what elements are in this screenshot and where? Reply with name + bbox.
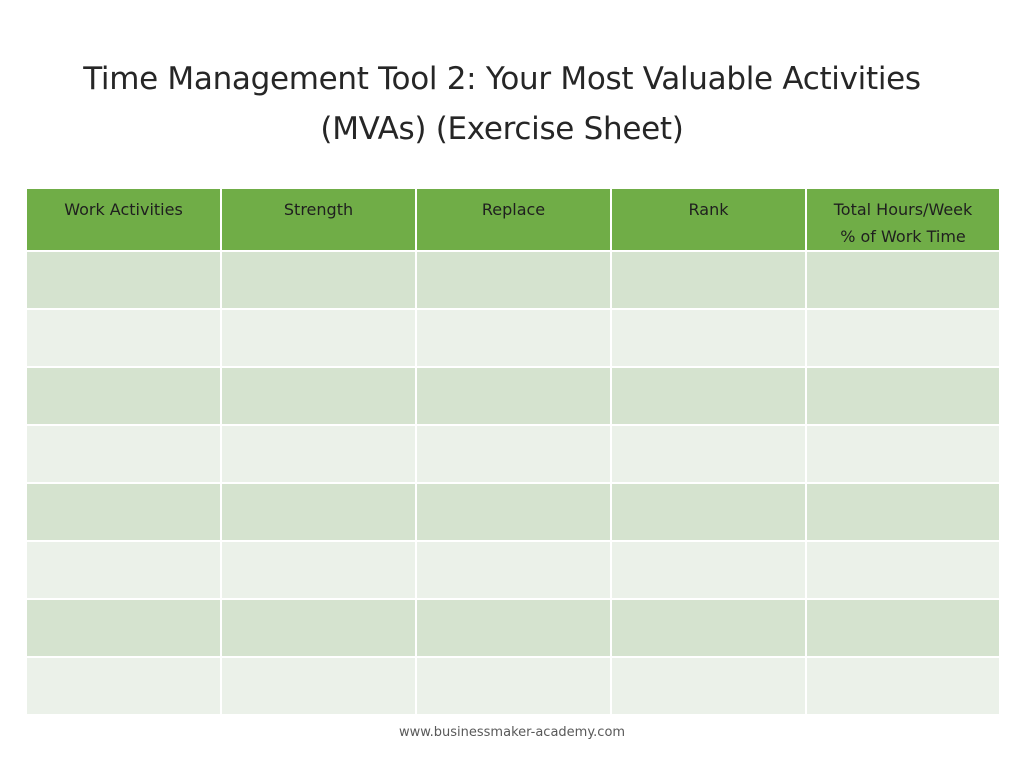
table-cell[interactable]	[806, 483, 1000, 541]
table-cell[interactable]	[26, 541, 221, 599]
table-cell[interactable]	[806, 367, 1000, 425]
table-cell[interactable]	[221, 657, 416, 715]
table-cell[interactable]	[611, 367, 806, 425]
table-cell[interactable]	[221, 251, 416, 309]
slide-title-line-2: (MVAs) (Exercise Sheet)	[320, 111, 684, 147]
table-row	[26, 599, 1000, 657]
table-cell[interactable]	[416, 367, 611, 425]
table-cell[interactable]	[221, 367, 416, 425]
table-cell[interactable]	[806, 425, 1000, 483]
table-cell[interactable]	[806, 251, 1000, 309]
table-cell[interactable]	[611, 251, 806, 309]
table-body	[26, 251, 1000, 715]
footer-url: www.businessmaker-academy.com	[398, 725, 626, 740]
table-cell[interactable]	[611, 599, 806, 657]
table-row	[26, 541, 1000, 599]
table-cell[interactable]	[416, 425, 611, 483]
mva-exercise-table	[25, 187, 1001, 716]
table-cell[interactable]	[611, 483, 806, 541]
table-row	[26, 425, 1000, 483]
table-cell[interactable]	[611, 541, 806, 599]
table-cell[interactable]	[806, 657, 1000, 715]
table-cell[interactable]	[806, 599, 1000, 657]
table-cell[interactable]	[416, 657, 611, 715]
table-cell[interactable]	[26, 367, 221, 425]
table-cell[interactable]	[221, 309, 416, 367]
table-cell[interactable]	[806, 541, 1000, 599]
header-replace: Replace	[416, 188, 611, 251]
table-cell[interactable]	[416, 251, 611, 309]
table-row	[26, 309, 1000, 367]
header-rank: Rank	[611, 188, 806, 251]
table-cell[interactable]	[26, 425, 221, 483]
table-cell[interactable]	[611, 425, 806, 483]
slide-title	[0, 54, 1004, 154]
table-cell[interactable]	[806, 309, 1000, 367]
table-row	[26, 251, 1000, 309]
table-row	[26, 367, 1000, 425]
table-cell[interactable]	[221, 425, 416, 483]
table-cell[interactable]	[416, 309, 611, 367]
table-cell[interactable]	[221, 599, 416, 657]
header-strength: Strength	[221, 188, 416, 251]
table-cell[interactable]	[416, 541, 611, 599]
table-row	[26, 657, 1000, 715]
table-cell[interactable]	[26, 483, 221, 541]
table-cell[interactable]	[611, 657, 806, 715]
table-cell[interactable]	[221, 541, 416, 599]
table-cell[interactable]	[26, 251, 221, 309]
table-cell[interactable]	[416, 599, 611, 657]
table-row	[26, 483, 1000, 541]
table-cell[interactable]	[26, 599, 221, 657]
header-total-hours-week: Total Hours/Week % of Work Time	[806, 188, 1000, 251]
slide-title-line-1: Time Management Tool 2: Your Most Valuable Activities	[83, 61, 921, 97]
table-cell[interactable]	[611, 309, 806, 367]
table-header-row	[26, 188, 1000, 251]
table-cell[interactable]	[26, 657, 221, 715]
table-cell[interactable]	[416, 483, 611, 541]
table-cell[interactable]	[221, 483, 416, 541]
table-cell[interactable]	[26, 309, 221, 367]
header-work-activities: Work Activities	[26, 188, 221, 251]
